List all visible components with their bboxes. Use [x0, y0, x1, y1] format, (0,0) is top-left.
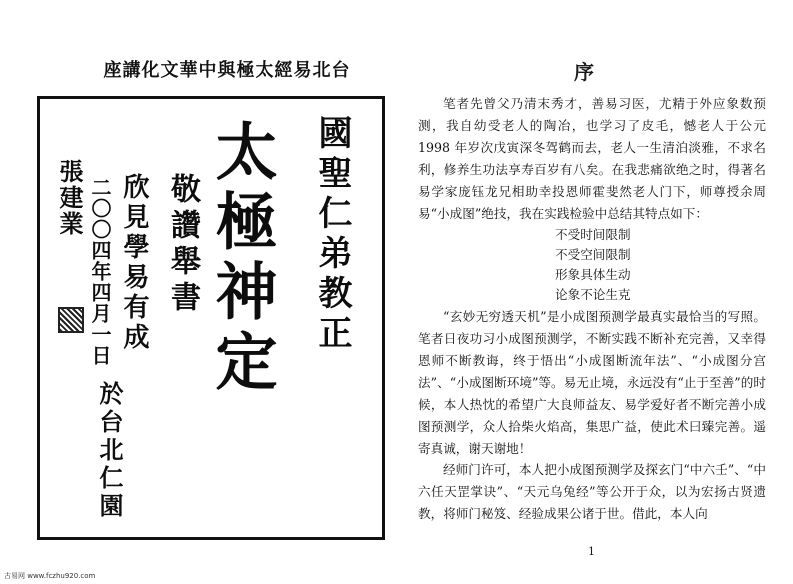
preface-paragraph-1: 笔者先曾父乃清末秀才，善易习医，尤精于外应象数预测，我自幼受老人的陶冶，也学习了皮毛，憾老人于公元 1998 年岁次戊寅深冬驾鹤而去，老人一生清泊淡雅，不求名利，修养生功法享寿百岁有八矣。在我悲痛欲绝之时，得著名易学家庞钰龙兄相助幸投恩师霍斐然老人门下，师尊授余周易“小成图”绝技，我在实践检验中总结其特点如下： [418, 96, 766, 221]
feature-item: 形象具体生动 [555, 267, 631, 282]
calligraphy-main-text: 太極神定 [205, 119, 278, 399]
calligraphy-congrats-line: 欣見學易有成 [119, 173, 149, 353]
page-number: 1 [588, 545, 595, 558]
calligraphy-respect-line: 敬讚舉書 [165, 173, 200, 317]
calligraphy-signature: 張建業 [55, 159, 83, 237]
calligraphy-date: 二〇〇四年四月一日 [88, 177, 112, 366]
preface-paragraph-3: 经师门许可，本人把小成图预测学及探玄门“中六壬”、“中六任天罡掌诀”、“天元乌兔经”等公开于众，以为宏扬古贤遗教，将师门秘笈、经验成果公诸于世。借此，本人向 [418, 462, 766, 521]
left-page-title: 座講化文華中與極太經易北台 [103, 60, 351, 81]
calligraphy-place: 於台北仁園 [95, 381, 123, 521]
feature-item: 论象不论生克 [555, 287, 631, 302]
feature-item: 不受时间限制 [555, 227, 631, 242]
seal-stamp-icon [58, 307, 84, 333]
feature-item: 不受空间限制 [555, 247, 631, 262]
feature-list [555, 225, 631, 305]
preface-paragraph-2: “玄妙无穷透天机”是小成图预测学最真实最恰当的写照。笔者日夜功习小成图预测学，不断实践不断补充完善，又幸得恩师不断教诲，终于悟出“小成图断流年法”、“小成图分宫法”、“小成图断环境”等。易无止境，永远没有“止于至善”的时候，本人热忱的希望广大良师益友、易学爱好者不断完善小成图预测学，众人拾柴火焰高，集思广益，使此术曰臻完善。遥寄真诚，谢天谢地！ [418, 309, 766, 456]
calligraphy-recipient: 國聖仁弟教正 [312, 115, 352, 355]
site-watermark[interactable]: 古易网 www.fczhu920.com [4, 572, 96, 580]
calligraphy-frame [37, 96, 385, 540]
preface-heading: 序 [574, 60, 594, 84]
